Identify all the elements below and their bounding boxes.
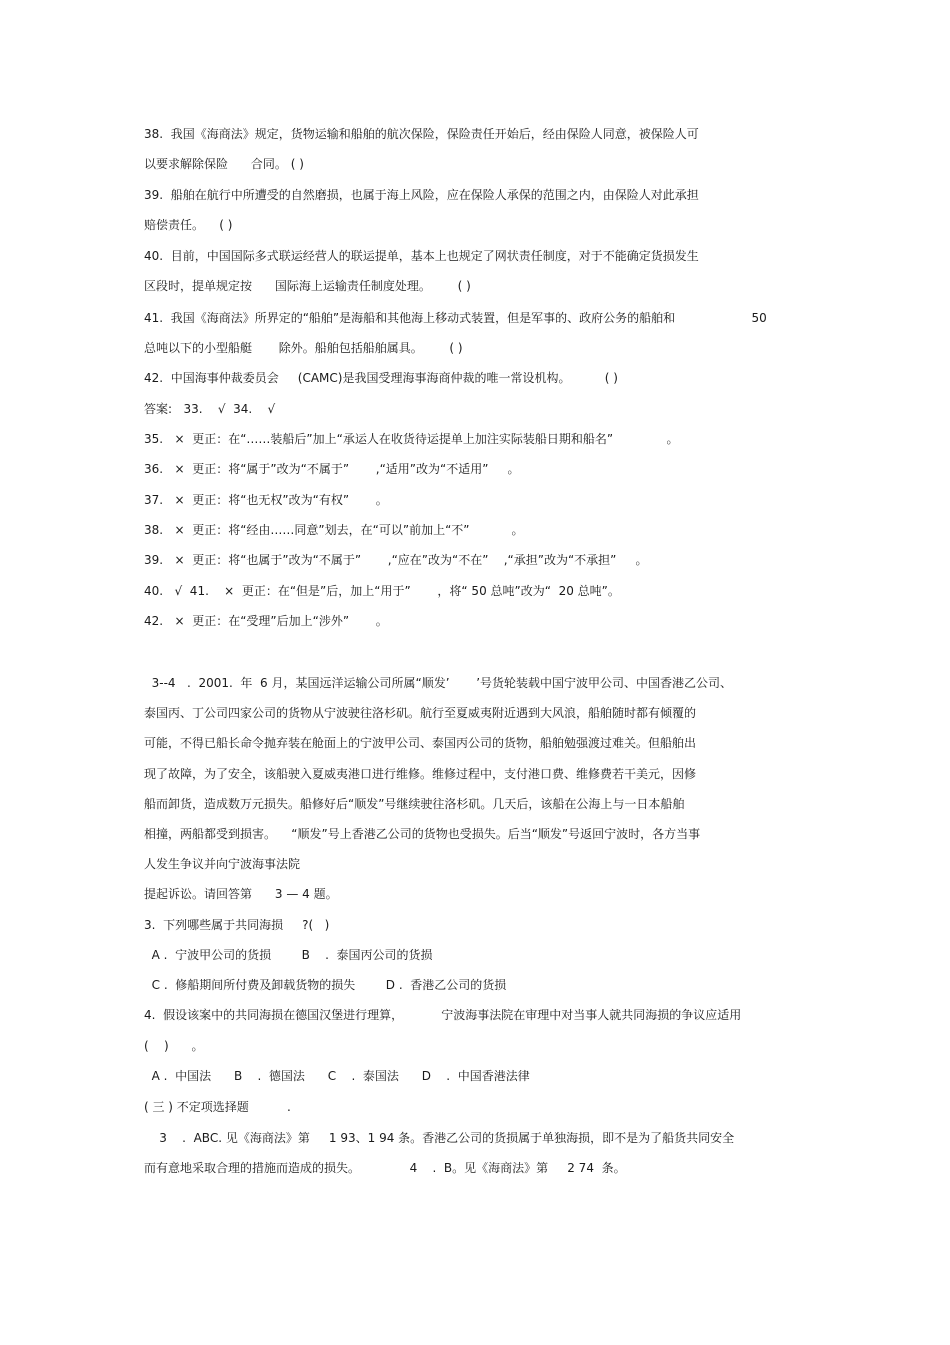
question-4-line-1: 4. 假设该案中的共同海损在德国汉堡进行理算， 宁波海事法院在审理中对当事人就共同海损的争议应适用 xyxy=(144,1008,742,1022)
question-38-line-2: 以要求解除保险 合同。 ( ) xyxy=(144,157,304,171)
case-paragraph-line-4: 现了故障，为了安全，该船驶入夏威夷港口进行维修。维修过程中，支付港口费、维修费若干美元，因修 xyxy=(144,767,697,781)
question-39-line-2: 赔偿责任。 ( ) xyxy=(144,218,233,232)
case-paragraph-line-7: 人发生争议并向宁波海事法院 xyxy=(144,857,301,871)
answer-40-41: 40. √ 41. × 更正：在“但是”后，加上“用于” ，将“ 50 总吨”改为“ 20 总吨”。 xyxy=(144,584,620,598)
case-paragraph-line-8: 提起诉讼。请回答第 3 — 4 题。 xyxy=(144,887,338,901)
section-heading-multiple-choice: ( 三 ) 不定项选择题 . xyxy=(144,1100,291,1114)
question-4-options: A . 中国法 B . 德国法 C . 泰国法 D . 中国香港法律 xyxy=(144,1069,530,1083)
answer-38: 38. × 更正：将“经由……同意”划去，在“可以”前加上“不” 。 xyxy=(144,523,524,537)
answer-42: 42. × 更正：在“受理”后加上“涉外” 。 xyxy=(144,614,388,628)
question-38-line-1: 38. 我国《海商法》规定，货物运输和船舶的航次保险，保险责任开始后，经由保险人同意，被保险人可 xyxy=(144,127,699,141)
answer-37: 37. × 更正：将“也无权”改为“有权” 。 xyxy=(144,493,388,507)
question-40-line-2: 区段时，提单规定按 国际海上运输责任制度处理。 ( ) xyxy=(144,279,471,293)
question-39-line-1: 39. 船舶在航行中所遭受的自然磨损，也属于海上风险，应在保险人承保的范围之内，由保险人对此承担 xyxy=(144,188,699,202)
question-40-line-1: 40. 目前，中国国际多式联运经营人的联运提单，基本上也规定了网状责任制度，对于不能确定货损发生 xyxy=(144,249,699,263)
question-41-line-2: 总吨以下的小型船艇 除外。船舶包括船舶属具。 ( ) xyxy=(144,341,463,355)
answers-header: 答案: 33. √ 34. √ xyxy=(144,402,276,416)
question-3-options-ab: A . 宁波甲公司的货损 B . 泰国丙公司的货损 xyxy=(144,948,433,962)
question-42: 42. 中国海事仲裁委员会 (CAMC)是我国受理海事海商仲裁的唯一常设机构。 ( ) xyxy=(144,371,618,385)
question-3-options-cd: C . 修船期间所付费及卸载货物的损失 D . 香港乙公司的货损 xyxy=(144,978,507,992)
question-41-line-1: 41. 我国《海商法》所界定的“船舶”是海船和其他海上移动式装置，但是军事的、政府公务的船舶和 50 xyxy=(144,311,767,325)
question-3: 3. 下列哪些属于共同海损 ?( ) xyxy=(144,918,330,932)
answer-39: 39. × 更正：将“也属于”改为“不属于” ,“应在”改为“不在” ,“承担”改为“不承担” 。 xyxy=(144,553,648,567)
case-paragraph-line-1: 3--4 . 2001. 年 6 月，某国远洋运输公司所属“顺发’ ’号货轮装载中国宁波甲公司、中国香港乙公司、 xyxy=(144,676,733,690)
case-paragraph-line-2: 泰国丙、丁公司四家公司的货物从宁波驶往洛杉矶。航行至夏威夷附近遇到大风浪，船舶随时都有倾覆的 xyxy=(144,706,697,720)
answer-3-line-1: 3 . ABC. 见《海商法》第 1 93、1 94 条。香港乙公司的货损属于单独海损，即不是为了船货共同安全 xyxy=(144,1131,735,1145)
case-paragraph-line-5: 船而卸货，造成数万元损失。船修好后“顺发”号继续驶往洛杉矶。几天后，该船在公海上与一日本船舶 xyxy=(144,797,685,811)
question-4-line-2: ( ) 。 xyxy=(144,1039,204,1053)
case-paragraph-line-6: 相撞，两船都受到损害。 “顺发”号上香港乙公司的货物也受损失。后当“顺发”号返回宁波时，各方当事 xyxy=(144,827,701,841)
answer-36: 36. × 更正：将“属于”改为“不属于” ,“适用”改为“不适用” 。 xyxy=(144,462,520,476)
answer-35: 35. × 更正：在“……装船后”加上“承运人在收货待运提单上加注实际装船日期和船名” 。 xyxy=(144,432,679,446)
case-paragraph-line-3: 可能，不得已船长命令抛弃装在舱面上的宁波甲公司、泰国丙公司的货物，船舶勉强渡过难关。但船舶出 xyxy=(144,736,697,750)
answer-3-4-line-2: 而有意地采取合理的措施而造成的损失。 4 . B。见《海商法》第 2 74 条。 xyxy=(144,1161,626,1175)
